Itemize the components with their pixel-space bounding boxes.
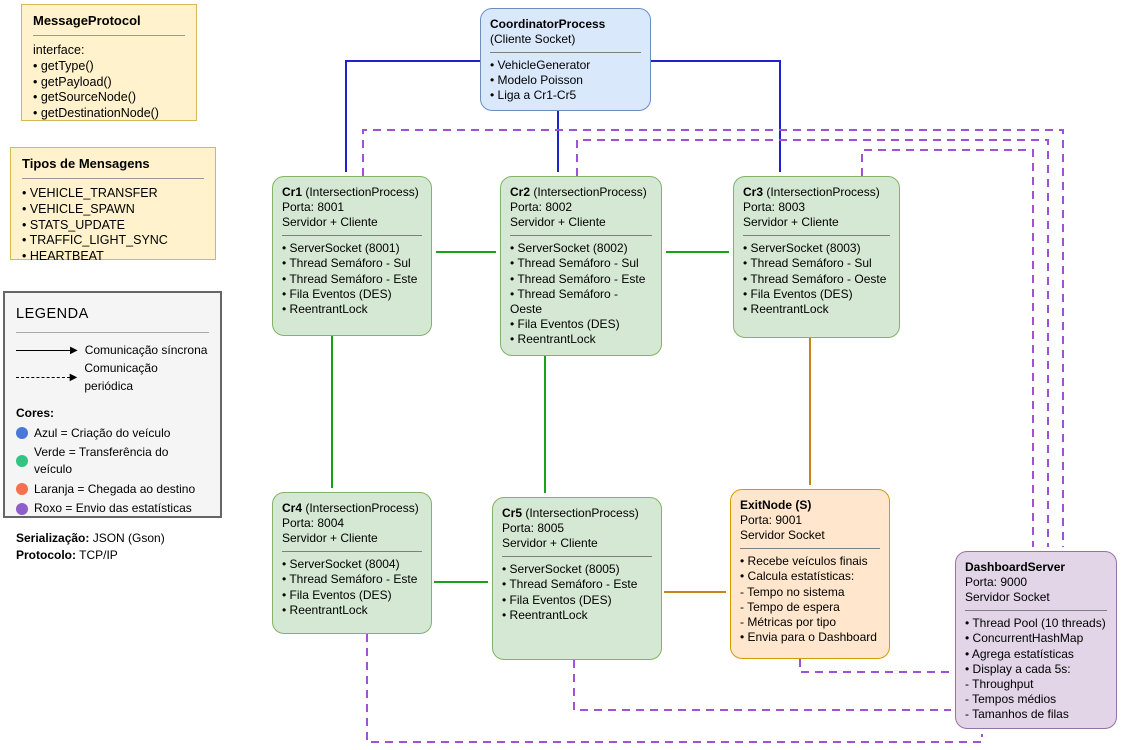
node-item: • Fila Eventos (DES) xyxy=(502,592,612,607)
note-title: MessageProtocol xyxy=(33,13,141,28)
node-item: • Thread Pool (10 threads) xyxy=(965,616,1106,631)
node-port: Porta: 9001 xyxy=(740,513,803,528)
node-role: Servidor + Cliente xyxy=(282,531,378,546)
node-items xyxy=(490,58,641,103)
legend-serialization xyxy=(16,530,209,547)
node-role: Servidor + Cliente xyxy=(510,215,606,230)
node-title: ExitNode (S) xyxy=(740,498,812,512)
node-item: • ReentrantLock xyxy=(502,607,588,622)
node-item: • Modelo Poisson xyxy=(490,73,583,88)
node-port: Porta: 9000 xyxy=(965,575,1028,590)
note-title: Tipos de Mensagens xyxy=(22,156,150,171)
divider xyxy=(502,556,652,557)
divider xyxy=(965,610,1107,611)
node-item: • Thread Semáforo - Sul xyxy=(282,256,411,271)
divider xyxy=(490,52,641,53)
node-title: CoordinatorProcess xyxy=(490,17,606,31)
node-item: • Fila Eventos (DES) xyxy=(282,587,392,602)
divider xyxy=(282,235,422,236)
node-item: • ServerSocket (8004) xyxy=(282,557,400,572)
legend-color-row-roxo xyxy=(16,500,209,517)
color-dot-verde xyxy=(16,455,28,467)
node-coordinator xyxy=(480,8,651,111)
legend-title: LEGENDA xyxy=(16,306,89,322)
node-item: • Thread Semáforo - Sul xyxy=(743,256,872,271)
node-title: Cr5 (IntersectionProcess) xyxy=(502,506,639,520)
node-item: • ReentrantLock xyxy=(282,301,368,316)
color-label: Roxo = Envio das estatísticas xyxy=(34,501,192,516)
node-item: • Agrega estatísticas xyxy=(965,646,1074,661)
legend-protocol xyxy=(16,547,209,564)
node-items xyxy=(502,562,652,622)
wire-cr1-to-dashboard xyxy=(363,130,1063,547)
node-item: • ConcurrentHashMap xyxy=(965,631,1084,646)
color-label: Verde = Transferência do veículo xyxy=(34,444,169,477)
node-role: Servidor + Cliente xyxy=(502,536,598,551)
note-line: • VEHICLE_TRANSFER xyxy=(22,186,158,201)
divider xyxy=(22,178,204,179)
node-item: • VehicleGenerator xyxy=(490,58,591,73)
node-item: • Envia para o Dashboard xyxy=(740,629,877,644)
node-port: Porta: 8005 xyxy=(502,521,565,536)
node-item: • ServerSocket (8003) xyxy=(743,241,861,256)
node-item: • Thread Semáforo - Oeste xyxy=(510,286,619,316)
legend-periodic-row xyxy=(16,360,209,395)
node-cr3 xyxy=(733,176,900,338)
divider xyxy=(510,235,652,236)
node-item: • Thread Semáforo - Oeste xyxy=(743,271,887,286)
node-role: Servidor + Cliente xyxy=(743,215,839,230)
note-line: • STATS_UPDATE xyxy=(22,217,126,232)
node-item: • ReentrantLock xyxy=(282,602,368,617)
node-dashboard xyxy=(955,551,1117,729)
node-item: - Métricas por tipo xyxy=(740,614,837,629)
note-message-types xyxy=(10,147,216,263)
serialization-label: Serialização: xyxy=(16,530,90,545)
wire-coordinator-to-cr3 xyxy=(651,61,780,172)
node-item: • Thread Semáforo - Este xyxy=(282,271,418,286)
wire-exitnode-to-dashboard xyxy=(800,659,951,672)
node-item: • ServerSocket (8002) xyxy=(510,241,628,256)
protocol-value: TCP/IP xyxy=(76,547,118,562)
legend-panel xyxy=(3,291,222,562)
node-items xyxy=(740,554,880,645)
node-item: • Calcula estatísticas: xyxy=(740,569,855,584)
legend-sync-row xyxy=(16,342,209,359)
node-item: • ServerSocket (8001) xyxy=(282,241,400,256)
node-cr4 xyxy=(272,492,432,634)
wire-cr5-to-dashboard xyxy=(574,660,951,710)
node-items xyxy=(282,557,422,617)
node-cr2 xyxy=(500,176,662,356)
node-role: Servidor Socket xyxy=(965,590,1050,605)
node-cr5 xyxy=(492,497,662,660)
node-items xyxy=(743,241,890,317)
dashed-line-sample xyxy=(16,377,70,378)
node-port: Porta: 8003 xyxy=(743,200,806,215)
wire-cr4-to-dashboard xyxy=(367,634,982,742)
node-item: • Liga a Cr1-Cr5 xyxy=(490,88,577,103)
note-line: • VEHICLE_SPAWN xyxy=(22,201,135,216)
note-line: • TRAFFIC_LIGHT_SYNC xyxy=(22,233,168,248)
node-items xyxy=(510,241,652,347)
node-item: • ReentrantLock xyxy=(743,301,829,316)
note-line: interface: xyxy=(33,43,85,58)
node-item: • Recebe veículos finais xyxy=(740,554,868,569)
protocol-label: Protocolo: xyxy=(16,547,76,562)
node-items xyxy=(965,616,1107,722)
note-lines xyxy=(33,43,185,121)
node-item: • Thread Semáforo - Sul xyxy=(510,256,639,271)
wire-coordinator-to-cr1 xyxy=(346,61,480,172)
node-port: Porta: 8002 xyxy=(510,200,573,215)
node-cr1 xyxy=(272,176,432,336)
node-item: - Tempos médios xyxy=(965,691,1057,706)
node-item: - Tamanhos de filas xyxy=(965,706,1069,721)
legend-colors-heading: Cores: xyxy=(16,406,55,421)
node-item: • Fila Eventos (DES) xyxy=(510,316,620,331)
color-dot-laranja xyxy=(16,483,28,495)
legend-periodic-label: Comunicação periódica xyxy=(84,361,158,393)
node-item: - Tempo de espera xyxy=(740,599,840,614)
node-item: • Thread Semáforo - Este xyxy=(510,271,646,286)
solid-line-sample xyxy=(16,350,70,351)
node-exitnode xyxy=(730,489,890,659)
color-label: Laranja = Chegada ao destino xyxy=(34,481,196,496)
divider xyxy=(282,551,422,552)
node-item: • ServerSocket (8005) xyxy=(502,562,620,577)
color-dot-roxo xyxy=(16,503,28,515)
arrow-right-icon: ▶ xyxy=(69,371,78,383)
legend-color-row-laranja xyxy=(16,481,209,498)
node-item: • Thread Semáforo - Este xyxy=(282,572,418,587)
node-title: Cr3 (IntersectionProcess) xyxy=(743,185,880,199)
node-item: • Fila Eventos (DES) xyxy=(282,286,392,301)
note-message-protocol xyxy=(21,4,197,121)
node-item: • ReentrantLock xyxy=(510,331,596,346)
legend-sync-label: Comunicação síncrona xyxy=(84,343,208,358)
node-title: Cr1 (IntersectionProcess) xyxy=(282,185,419,199)
divider xyxy=(33,35,185,36)
node-item: • Fila Eventos (DES) xyxy=(743,286,853,301)
node-role: Servidor Socket xyxy=(740,528,825,543)
arrow-right-icon: ▶ xyxy=(70,344,78,356)
node-title: Cr4 (IntersectionProcess) xyxy=(282,501,419,515)
note-line: • getDestinationNode() xyxy=(33,105,159,120)
note-line: • HEARTBEAT xyxy=(22,248,104,263)
legend-color-row-verde xyxy=(16,444,209,479)
color-dot-azul xyxy=(16,427,28,439)
serialization-value: JSON (Gson) xyxy=(89,530,165,545)
node-item: - Tempo no sistema xyxy=(740,584,845,599)
node-role: Servidor + Cliente xyxy=(282,215,378,230)
note-line: • getPayload() xyxy=(33,74,112,89)
node-port: Porta: 8001 xyxy=(282,200,345,215)
node-subtitle: (Cliente Socket) xyxy=(490,32,576,47)
node-title: Cr2 (IntersectionProcess) xyxy=(510,185,647,199)
legend-color-row-azul xyxy=(16,425,209,442)
divider xyxy=(16,332,209,333)
note-line: • getSourceNode() xyxy=(33,90,137,105)
node-item: - Throughput xyxy=(965,676,1034,691)
divider xyxy=(743,235,890,236)
node-port: Porta: 8004 xyxy=(282,516,345,531)
node-items xyxy=(282,241,422,317)
note-lines xyxy=(22,186,204,264)
node-item: • Thread Semáforo - Este xyxy=(502,577,638,592)
note-line: • getType() xyxy=(33,58,94,73)
color-label: Azul = Criação do veículo xyxy=(34,425,171,440)
node-title: DashboardServer xyxy=(965,560,1066,574)
node-item: • Display a cada 5s: xyxy=(965,661,1071,676)
divider xyxy=(740,548,880,549)
